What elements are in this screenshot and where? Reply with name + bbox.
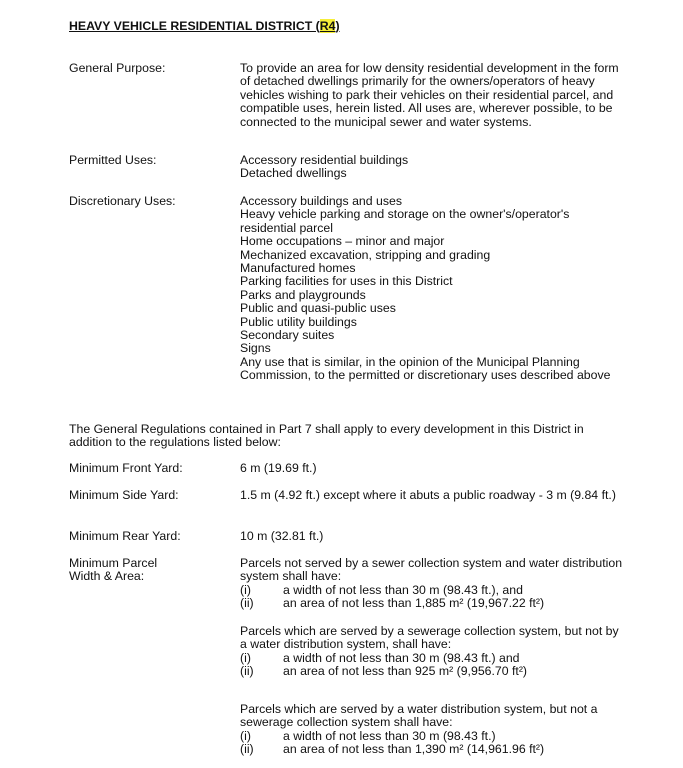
list-item: (ii) an area of not less than 925 m² (9,956.70 ft²) bbox=[240, 664, 528, 679]
permitted-uses-label: Permitted Uses: bbox=[69, 153, 157, 167]
list-item: Secondary suites bbox=[240, 328, 335, 343]
list-item: Parks and playgrounds bbox=[240, 287, 366, 302]
list-item: Parking facilities for uses in this District bbox=[240, 274, 453, 289]
rear-yard-label: Minimum Rear Yard: bbox=[69, 529, 181, 543]
side-yard-value: 1.5 m (4.92 ft.) except where it abuts a public roadway - 3 m (9.84 ft.) bbox=[240, 488, 616, 502]
list-item: (i) a width of not less than 30 m (98.43 ft.), and bbox=[240, 582, 523, 597]
front-yard-label: Minimum Front Yard: bbox=[69, 461, 183, 475]
list-item: Accessory residential buildings bbox=[240, 153, 409, 167]
rear-yard-value: 10 m (32.81 ft.) bbox=[240, 529, 324, 543]
discretionary-uses-label: Discretionary Uses: bbox=[69, 194, 176, 208]
district-title: HEAVY VEHICLE RESIDENTIAL DISTRICT (R4) bbox=[69, 19, 340, 33]
list-item: Signs bbox=[240, 341, 271, 356]
list-item: Detached dwellings bbox=[240, 166, 347, 181]
list-item: Any use that is similar, in the opinion of the Municipal Planning Commission, to the permitted or discretionary uses described above bbox=[240, 354, 611, 383]
list-item: Home occupations – minor and major bbox=[240, 234, 445, 249]
side-yard-label: Minimum Side Yard: bbox=[69, 488, 179, 502]
general-purpose-label: General Purpose: bbox=[69, 61, 166, 75]
list-item: Public utility buildings bbox=[240, 314, 357, 329]
parcel-group-intro: Parcels which are served by a sewerage collection system, but not by a water distribution system, shall have: bbox=[240, 624, 619, 652]
list-item: (ii) an area of not less than 1,885 m² (19,967.22 ft²) bbox=[240, 596, 545, 611]
front-yard-value: 6 m (19.69 ft.) bbox=[240, 461, 317, 475]
list-item: Heavy vehicle parking and storage on the owner's/operator's residential parcel bbox=[240, 207, 570, 235]
discretionary-uses-list bbox=[240, 195, 625, 383]
list-item: Manufactured homes bbox=[240, 261, 356, 276]
general-purpose-text: To provide an area for low density residential development in the form of detached dwellings primarily for the owners/operators of heavy vehicles wishing to park their vehicles on their residential parcel, and compatible uses, herein listed. All uses are, wherever possible, to be connected to the municipal sewer and water systems. bbox=[240, 61, 619, 129]
general-regulations-paragraph: The General Regulations contained in Part 7 shall apply to every development in this District in addition to the regulations listed below: bbox=[69, 422, 584, 450]
parcel-label: Minimum Parcel Width & Area: bbox=[69, 556, 158, 584]
list-item: (ii) an area of not less than 1,390 m² (14,961.96 ft²) bbox=[240, 742, 545, 757]
permitted-uses-list bbox=[240, 154, 625, 181]
list-item: Mechanized excavation, stripping and grading bbox=[240, 247, 491, 262]
list-item: Accessory buildings and uses bbox=[240, 194, 402, 208]
parcel-group-intro: Parcels which are served by a water distribution system, but not a sewerage collection system shall have: bbox=[240, 702, 598, 730]
list-item: (i) a width of not less than 30 m (98.43 ft.) bbox=[240, 728, 496, 743]
list-item: Public and quasi-public uses bbox=[240, 301, 396, 316]
parcel-group-intro: Parcels not served by a sewer collection system and water distribution system shall have: bbox=[240, 556, 623, 584]
district-code-highlight: R4 bbox=[319, 19, 336, 33]
list-item: (i) a width of not less than 30 m (98.43 ft.) and bbox=[240, 650, 520, 665]
